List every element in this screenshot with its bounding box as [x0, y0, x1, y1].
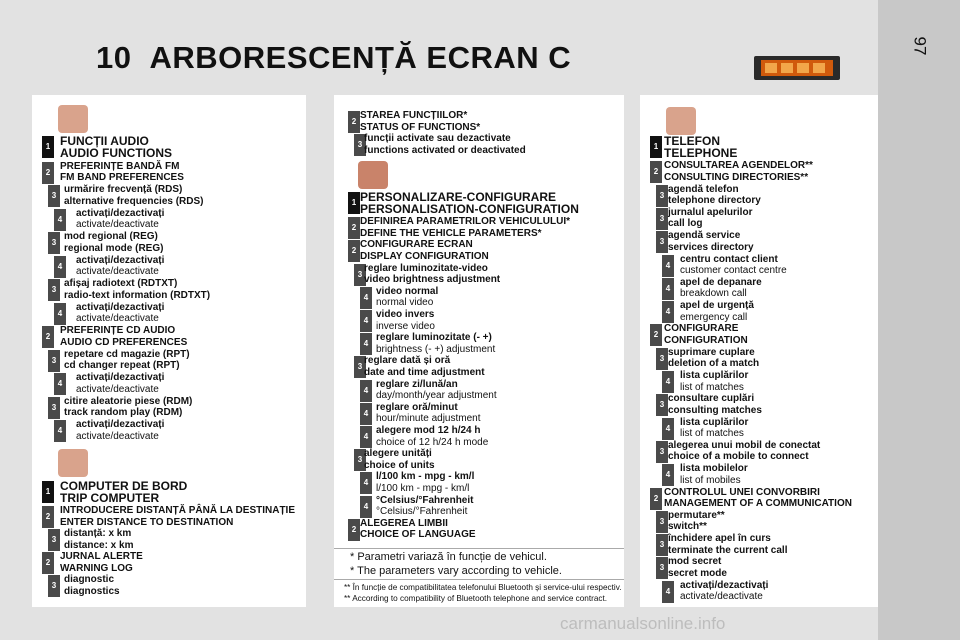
level-2-badge: 2 — [650, 324, 662, 346]
level-3-badge: 3 — [656, 185, 668, 207]
menu-item-subtitle: deletion of a match — [668, 358, 760, 370]
menu-item-subtitle: cd changer repeat (RPT) — [64, 360, 180, 371]
menu-item-subtitle: call log — [668, 218, 703, 230]
level-3-badge: 3 — [656, 557, 668, 579]
menu-item-subtitle: list of matches — [680, 428, 744, 440]
menu-item-subtitle: track random play (RDM) — [64, 407, 183, 418]
menu-item-subtitle: activate/deactivate — [76, 383, 159, 395]
menu-item-subtitle: normal video — [376, 297, 434, 309]
level-4-badge: 4 — [360, 287, 372, 309]
menu-item-subtitle: choice of a mobile to connect — [668, 451, 809, 463]
menu-item-subtitle: WARNING LOG — [60, 562, 133, 574]
menu-item-title: mod regional (REG) — [64, 231, 158, 242]
menu-item-subtitle: FM BAND PREFERENCES — [60, 172, 184, 183]
level-4-badge: 4 — [54, 420, 66, 442]
level-1-badge: 1 — [650, 136, 662, 158]
menu-item-subtitle: breakdown call — [680, 288, 747, 300]
level-3-badge: 3 — [656, 511, 668, 533]
chapter-title: ARBORESCENȚĂ ECRAN C — [149, 40, 572, 75]
menu-item-subtitle: MANAGEMENT OF A COMMUNICATION — [664, 498, 852, 509]
menu-item-title: DEFINIREA PARAMETRILOR VEHICULULUI* — [360, 216, 570, 228]
menu-item-title: FUNCȚII AUDIO — [60, 134, 149, 148]
level-3-badge: 3 — [48, 575, 60, 597]
menu-item-subtitle: CONFIGURATION — [664, 334, 748, 346]
level-3-badge: 3 — [656, 231, 668, 253]
menu-item-subtitle: secret mode — [668, 567, 727, 579]
level-3-badge: 3 — [48, 232, 60, 254]
menu-item-title: l/100 km - mpg - km/l — [376, 471, 475, 483]
menu-item-title: CONTROLUL UNEI CONVORBIRI — [664, 486, 820, 498]
level-2-badge: 2 — [348, 240, 360, 262]
menu-item-subtitle: DEFINE THE VEHICLE PARAMETERS* — [360, 227, 542, 239]
level-4-badge: 4 — [54, 303, 66, 325]
menu-item-title: TELEFON — [664, 134, 720, 148]
menu-item-title: agendă service — [668, 230, 741, 242]
menu-item-title: reglare luminozitate-video — [364, 262, 488, 274]
menu-item-subtitle: list of matches — [680, 381, 744, 393]
menu-item-subtitle: telephone directory — [668, 195, 761, 207]
menu-item-subtitle: CONSULTING DIRECTORIES** — [664, 171, 809, 183]
menu-item-subtitle: regional mode (REG) — [64, 242, 164, 254]
level-4-badge: 4 — [662, 371, 674, 393]
menu-item-subtitle: date and time adjustment — [364, 366, 485, 378]
menu-item-subtitle: activate/deactivate — [76, 313, 159, 324]
menu-item-title: PREFERINȚE CD AUDIO — [60, 325, 176, 336]
column-configuration — [334, 95, 624, 607]
menu-item-title: consultare cuplări — [668, 393, 755, 405]
menu-item-subtitle: activate/deactivate — [680, 591, 763, 603]
menu-item-title: mod secret — [668, 556, 722, 568]
menu-item-title: activați/dezactivați — [76, 301, 165, 313]
menu-item-title: PREFERINȚE BANDĂ FM — [60, 160, 180, 172]
menu-item-title: activați/dezactivați — [680, 579, 769, 591]
menu-item-title: alegere mod 12 h/24 h — [376, 425, 481, 436]
menu-item-subtitle: list of mobiles — [680, 474, 741, 486]
level-2-badge: 2 — [348, 519, 360, 541]
menu-item-title: ALEGEREA LIMBII — [360, 517, 448, 529]
menu-item-title: suprimare cuplare — [668, 346, 755, 358]
level-4-badge: 4 — [662, 278, 674, 300]
menu-item-title: agendă telefon — [668, 183, 739, 195]
menu-item-title: COMPUTER DE BORD — [60, 479, 188, 493]
menu-item-subtitle: services directory — [668, 241, 754, 253]
menu-item-title: PERSONALIZARE-CONFIGURARE — [360, 190, 557, 204]
menu-item-subtitle: diagnostics — [64, 585, 120, 597]
menu-item-title: activați/dezactivați — [76, 207, 165, 219]
level-4-badge: 4 — [54, 373, 66, 395]
level-2-badge: 2 — [42, 506, 54, 528]
level-3-badge: 3 — [48, 350, 60, 372]
level-4-badge: 4 — [662, 464, 674, 486]
menu-item-title: CONFIGURARE ECRAN — [360, 239, 473, 251]
footnote-ro: ** În funcție de compatibilitatea telefonului Bluetooth și service-ului respectiv. — [344, 583, 622, 592]
menu-item-subtitle: AUDIO CD PREFERENCES — [60, 336, 188, 348]
level-4-badge: 4 — [360, 496, 372, 518]
level-2-badge: 2 — [42, 326, 54, 348]
radio-icon — [58, 105, 88, 133]
menu-item-title: lista mobilelor — [680, 463, 748, 475]
page-header — [0, 0, 878, 87]
menu-item-subtitle: alternative frequencies (RDS) — [64, 195, 204, 207]
level-2-badge: 2 — [348, 217, 360, 239]
menu-item-title: centru contact client — [680, 253, 778, 265]
menu-item-title: INTRODUCERE DISTANȚĂ PÂNĂ LA DESTINAȚIE — [60, 505, 295, 516]
column-telephone — [640, 95, 878, 607]
column-audio-trip — [32, 95, 306, 607]
level-3-badge: 3 — [48, 185, 60, 207]
menu-item-subtitle: functions activated or deactivated — [364, 144, 526, 156]
menu-item-title: reglare zi/lună/an — [376, 378, 458, 390]
level-2-badge: 2 — [650, 488, 662, 510]
menu-item-title: reglare dată și oră — [364, 355, 451, 367]
page-number: 97 — [910, 36, 930, 56]
menu-item-title: repetare cd magazie (RPT) — [64, 348, 190, 360]
level-1-badge: 1 — [348, 192, 360, 214]
menu-item-title: jurnalul apelurilor — [668, 206, 753, 218]
menu-item-subtitle: activate/deactivate — [76, 266, 159, 277]
level-2-badge: 2 — [42, 162, 54, 184]
page-title — [96, 40, 571, 76]
level-4-badge: 4 — [360, 426, 372, 448]
menu-item-subtitle: radio-text information (RDTXT) — [64, 289, 211, 301]
fuel-pump-icon — [58, 449, 88, 477]
level-1-badge: 1 — [42, 481, 54, 503]
level-4-badge: 4 — [54, 256, 66, 278]
level-3-badge: 3 — [656, 394, 668, 416]
menu-item-subtitle: choice of 12 h/24 h mode — [376, 436, 489, 448]
menu-item-subtitle: customer contact centre — [680, 265, 787, 276]
level-3-badge: 3 — [48, 279, 60, 301]
phone-icon — [666, 107, 696, 135]
menu-item-title: CONSULTAREA AGENDELOR** — [664, 160, 813, 172]
level-4-badge: 4 — [360, 310, 372, 332]
menu-item-subtitle: °Celsius/°Fahrenheit — [376, 506, 468, 518]
menu-item-subtitle: switch** — [668, 521, 707, 533]
menu-item-subtitle: hour/minute adjustment — [376, 413, 481, 425]
level-4-badge: 4 — [360, 333, 372, 355]
menu-item-subtitle: inverse video — [376, 320, 435, 332]
level-2-badge: 2 — [348, 111, 360, 133]
level-3-badge: 3 — [354, 264, 366, 286]
menu-item-title: activați/dezactivați — [76, 419, 165, 430]
level-3-badge: 3 — [656, 534, 668, 556]
note-en: * The parameters vary according to vehicle. — [350, 565, 562, 577]
level-4-badge: 4 — [54, 209, 66, 231]
menu-item-title: permutare** — [668, 509, 725, 521]
level-4-badge: 4 — [662, 301, 674, 323]
menu-item-subtitle: ENTER DISTANCE TO DESTINATION — [60, 516, 234, 528]
menu-item-subtitle: brightness (- +) adjustment — [376, 343, 496, 355]
footnote-en: ** According to compatibility of Bluetooth telephone and service contract. — [344, 594, 608, 603]
menu-item-title: alegerea unui mobil de conectat — [668, 439, 821, 451]
menu-item-subtitle: activate/deactivate — [76, 219, 159, 230]
menu-item-title: reglare oră/minut — [376, 401, 458, 413]
menu-item-title: închidere apel în curs — [668, 533, 771, 545]
menu-item-subtitle: emergency call — [680, 311, 748, 323]
menu-item-title: activați/dezactivați — [76, 254, 165, 266]
level-3-badge: 3 — [656, 441, 668, 463]
note-ro: * Parametri variază în funcție de vehicul. — [350, 551, 547, 563]
menu-item-title: STAREA FUNCȚIILOR* — [360, 110, 468, 121]
level-4-badge: 4 — [662, 255, 674, 277]
menu-item-title: funcții activate sau dezactivate — [364, 133, 511, 144]
chapter-number: 10 — [96, 40, 132, 75]
menu-item-subtitle: CHOICE OF LANGUAGE — [360, 529, 476, 541]
menu-item-title: video invers — [376, 309, 435, 320]
menu-item-subtitle: DISPLAY CONFIGURATION — [360, 250, 489, 262]
menu-item-title: apel de urgență — [680, 300, 754, 312]
level-3-badge: 3 — [48, 397, 60, 419]
menu-item-title: diagnostic — [64, 574, 115, 585]
menu-item-title: lista cuplărilor — [680, 370, 749, 381]
watermark: carmanualsonline.info — [560, 614, 726, 633]
menu-item-title: JURNAL ALERTE — [60, 551, 143, 562]
menu-item-subtitle: video brightness adjustment — [364, 274, 501, 286]
menu-item-title: apel de depanare — [680, 276, 762, 288]
menu-item-title: lista cuplărilor — [680, 416, 749, 428]
level-3-badge: 3 — [656, 208, 668, 230]
menu-item-subtitle: STATUS OF FUNCTIONS* — [360, 121, 481, 133]
menu-item-title: reglare luminozitate (- +) — [376, 332, 492, 344]
menu-item-title: distanță: x km — [64, 528, 132, 539]
menu-item-title: alegere unități — [364, 448, 432, 460]
level-3-badge: 3 — [48, 529, 60, 551]
menu-item-title: CONFIGURARE — [664, 323, 739, 335]
dashboard-logo — [754, 56, 840, 80]
level-1-badge: 1 — [42, 136, 54, 158]
level-2-badge: 2 — [650, 161, 662, 183]
menu-item-subtitle: l/100 km - mpg - km/l — [376, 482, 470, 494]
menu-item-subtitle: PERSONALISATION-CONFIGURATION — [360, 202, 579, 216]
menu-item-title: °Celsius/°Fahrenheit — [376, 494, 474, 506]
menu-item-subtitle: terminate the current call — [668, 544, 788, 556]
level-2-badge: 2 — [42, 552, 54, 574]
menu-item-subtitle: distance: x km — [64, 539, 134, 551]
level-4-badge: 4 — [662, 581, 674, 603]
menu-item-title: afișaj radiotext (RDTXT) — [64, 278, 178, 289]
page-tab — [878, 0, 960, 640]
level-3-badge: 3 — [354, 449, 366, 471]
menu-item-title: citire aleatorie piese (RDM) — [64, 395, 193, 407]
menu-item-subtitle: choice of units — [364, 459, 435, 471]
level-3-badge: 3 — [354, 356, 366, 378]
menu-item-title: urmărire frecvență (RDS) — [64, 184, 183, 195]
level-4-badge: 4 — [360, 380, 372, 402]
menu-item-subtitle: AUDIO FUNCTIONS — [60, 146, 172, 160]
settings-icon — [358, 161, 388, 189]
menu-item-subtitle: TELEPHONE — [664, 146, 738, 160]
level-3-badge: 3 — [656, 348, 668, 370]
menu-item-subtitle: TRIP COMPUTER — [60, 491, 160, 505]
level-4-badge: 4 — [360, 403, 372, 425]
level-3-badge: 3 — [354, 134, 366, 156]
menu-item-subtitle: day/month/year adjustment — [376, 390, 497, 402]
menu-item-title: video normal — [376, 285, 439, 297]
level-4-badge: 4 — [662, 418, 674, 440]
menu-item-subtitle: activate/deactivate — [76, 430, 159, 442]
level-4-badge: 4 — [360, 472, 372, 494]
menu-item-title: activați/dezactivați — [76, 372, 165, 383]
menu-item-subtitle: consulting matches — [668, 404, 762, 416]
